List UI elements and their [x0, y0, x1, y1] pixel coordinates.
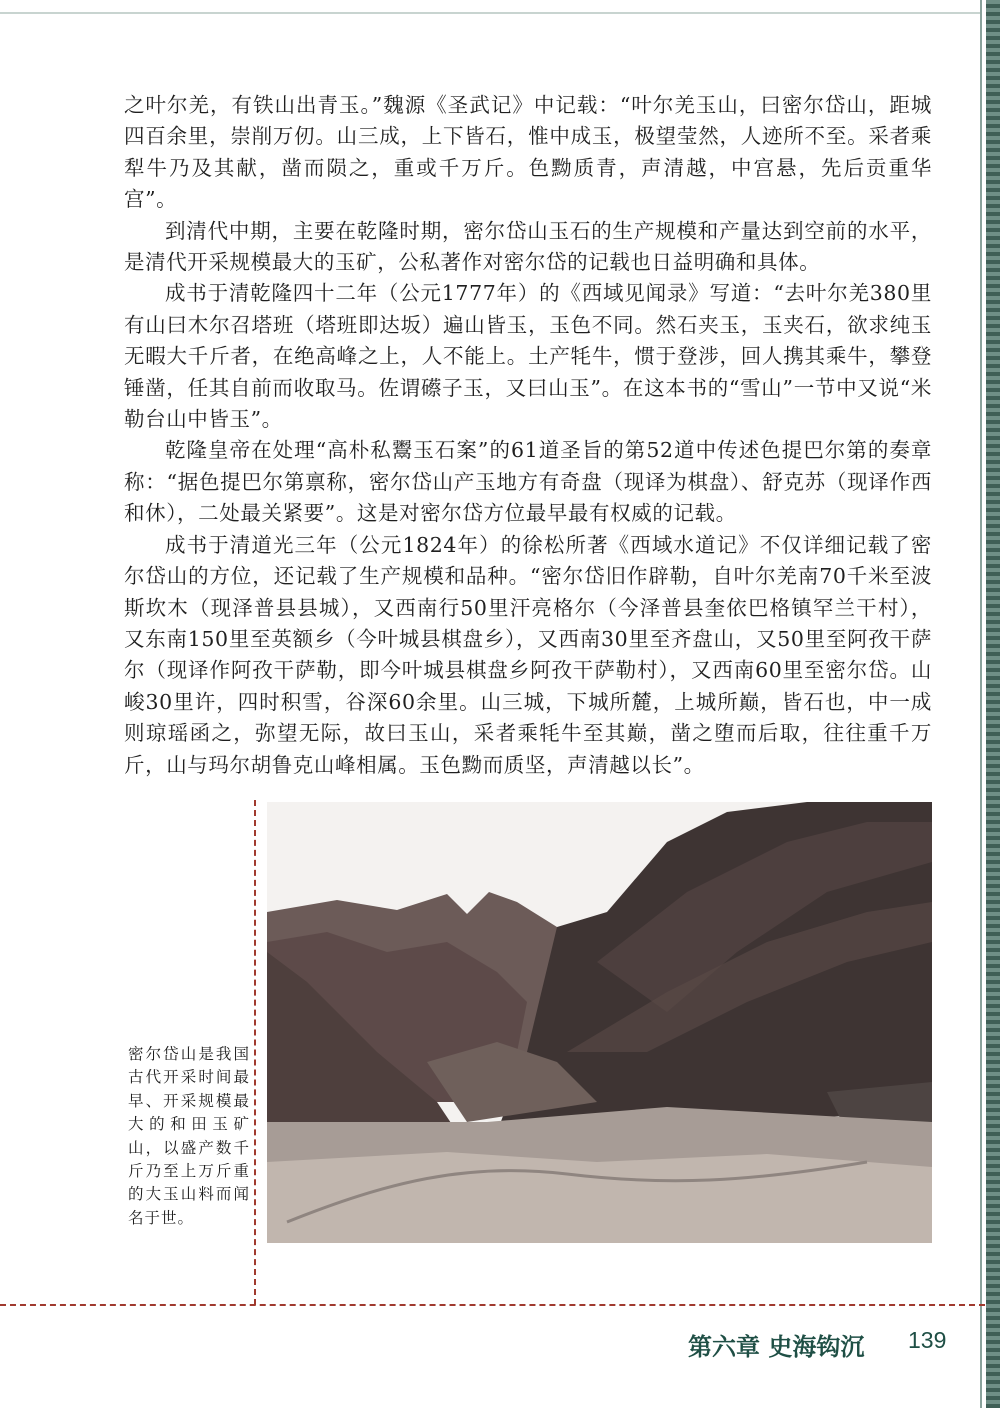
- paragraph-5: 成书于清道光三年（公元1824年）的徐松所著《西域水道记》不仅详细记载了密尔岱山的方位，还记载了生产规模和品种。“密尔岱旧作辟勒，自叶尔羌南70千米至波斯坎木（现泽普县县城），又西南行50里汗亮格尔（今泽普县奎依巴格镇罕兰干村），又东南150里至英额乡（今叶城县棋盘乡），又西南30里至齐盘山，又50里至阿孜干萨尔（现译作阿孜干萨勒，即今叶城县棋盘乡阿孜干萨勒村），又西南60里至密尔岱。山峻30里许，四时积雪，谷深60余里。山三城，下城所麓，上城所巅，皆石也，中一成则琼瑶函之，弥望无际，故曰玉山，采者乘牦牛至其巅，凿之堕而后取，往往重千万斤，山与玛尔胡鲁克山峰相属。玉色黝而质坚，声清越以长”。: [124, 532, 932, 777]
- paragraph-2: 到清代中期，主要在乾隆时期，密尔岱山玉石的生产规模和产量达到空前的水平，是清代开采规模最大的玉矿，公私著作对密尔岱的记载也日益明确和具体。: [124, 218, 932, 275]
- footer-page-number: 139: [908, 1327, 947, 1353]
- top-border-line: [0, 12, 980, 14]
- mountain-valley-photo: [267, 802, 932, 1243]
- dashed-frame-horizontal: [0, 1304, 985, 1306]
- paragraph-1: 之叶尔羌，有铁山出青玉。”魏源《圣武记》中记载：“叶尔羌玉山，曰密尔岱山，距城四百余里，崇削万仞。山三成，上下皆石，惟中成玉，极望莹然，人迹所不至。采者乘犁牛乃及其献，凿而陨之，重或千万斤。色黝质青，声清越，中宫悬，先后贡重华宫”。: [124, 93, 932, 212]
- photo-riverbed-near: [267, 1152, 932, 1243]
- side-border-line: [980, 0, 982, 1408]
- paragraph-4: 乾隆皇帝在处理“高朴私鬻玉石案”的61道圣旨的第52道中传述色提巴尔第的奏章称：“据色提巴尔第禀称，密尔岱山产玉地方有奇盘（现译为棋盘）、舒克苏（现译作西和休），二处最关紧要”。这是对密尔岱方位最早最有权威的记载。: [124, 438, 932, 526]
- side-decorative-band: [986, 0, 1000, 1408]
- photo-caption: 密尔岱山是我国古代开采时间最早、开采规模最大的和田玉矿山，以盛产数千斤乃至上万斤重的大玉山料而闻名于世。: [128, 1045, 250, 1227]
- body-text: [124, 90, 932, 781]
- dashed-frame-vertical: [254, 800, 256, 1305]
- photo-illustration: [267, 802, 932, 1243]
- footer-chapter-title: 第六章 史海钩沉: [688, 1332, 865, 1361]
- paragraph-3: 成书于清乾隆四十二年（公元1777年）的《西域见闻录》写道：“去叶尔羌380里有山曰木尔召塔班（塔班即达坂）遍山皆玉，玉色不同。然石夹玉，玉夹石，欲求纯玉无暇大千斤者，在绝高峰之上，人不能上。土产牦牛，惯于登涉，回人携其乘牛，攀登锤凿，任其自前而收取马。佐谓礤子玉，又曰山玉”。在这本书的“雪山”一节中又说“米勒台山中皆玉”。: [124, 281, 932, 432]
